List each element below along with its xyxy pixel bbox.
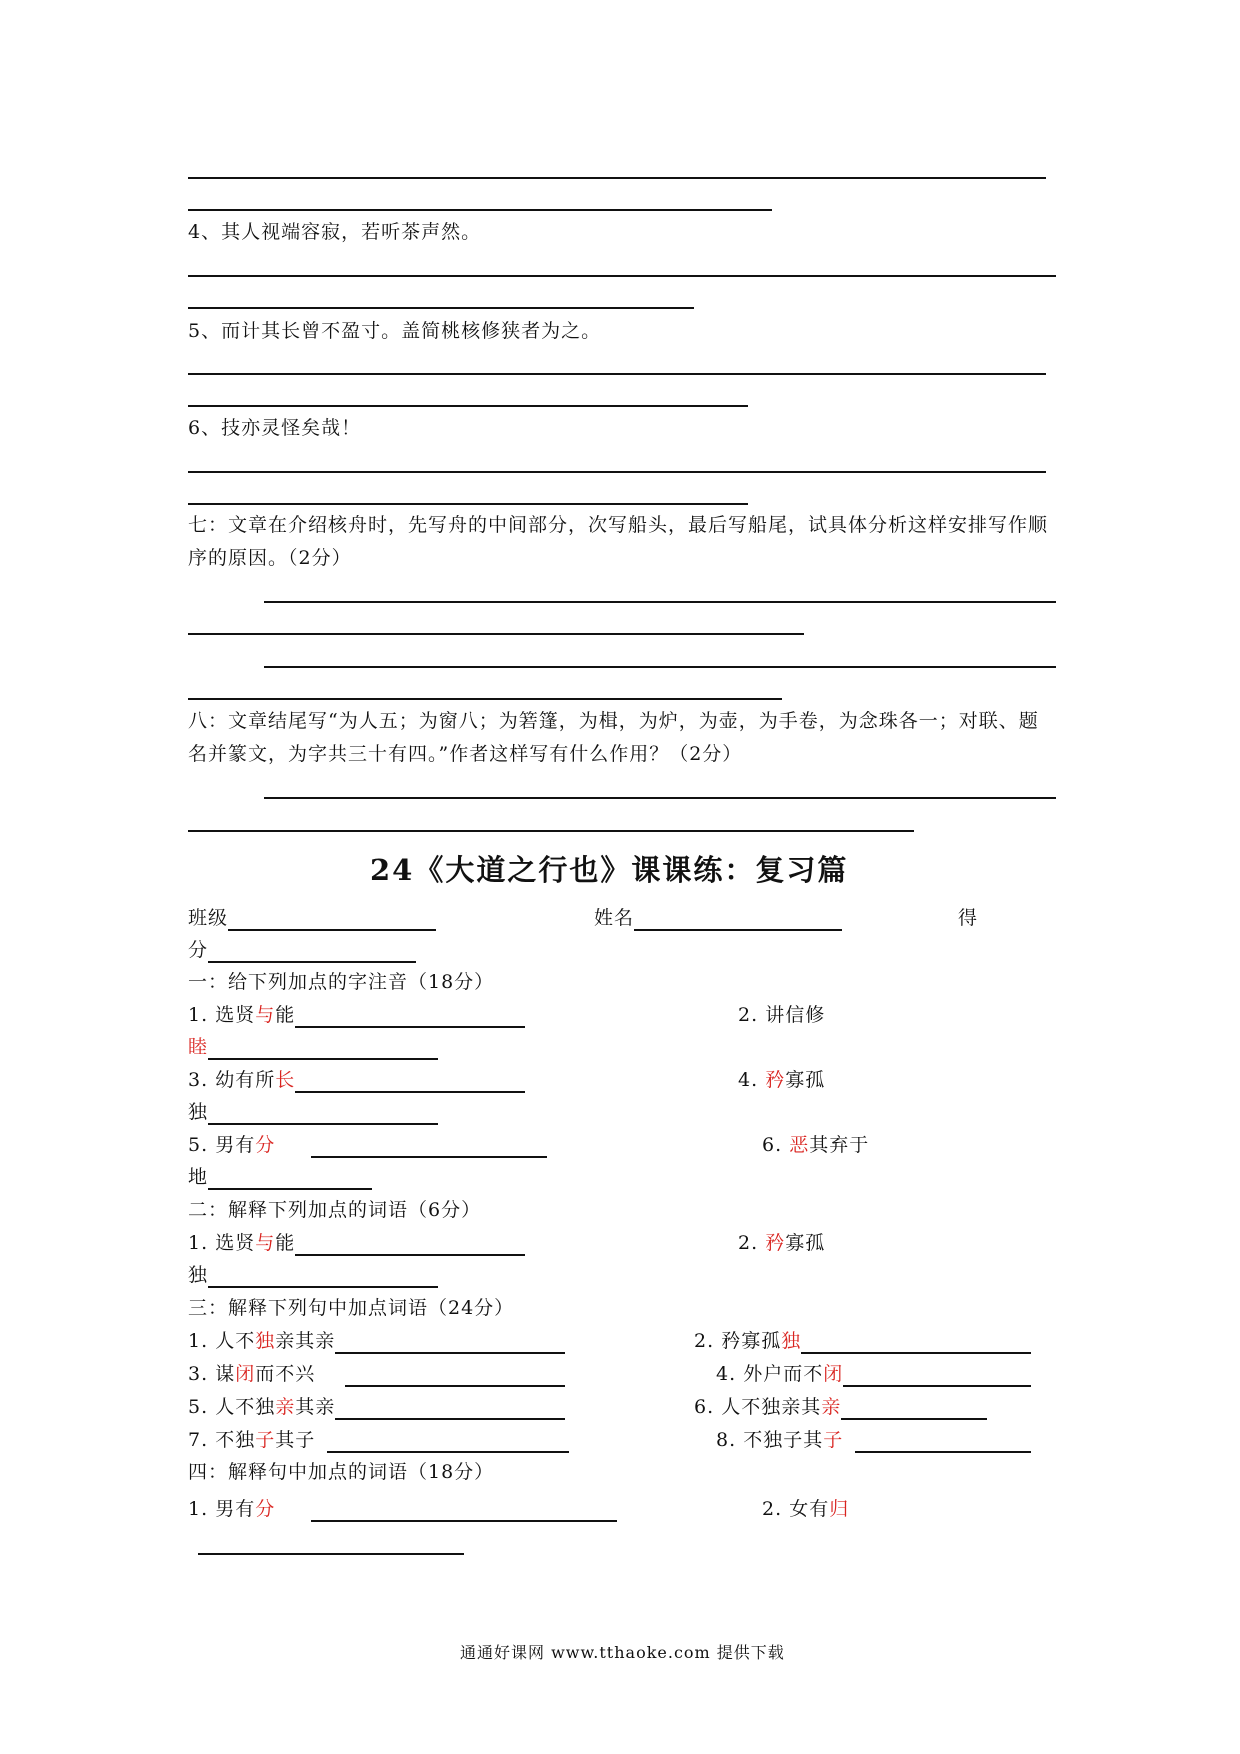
answer-line — [188, 307, 694, 309]
answer-line — [198, 1553, 464, 1555]
class-field[interactable] — [228, 907, 436, 931]
s3-item-4: 4. 外户而不闭 — [716, 1361, 1031, 1387]
answer-line — [188, 503, 748, 505]
answer-field[interactable] — [208, 1101, 438, 1125]
name-label: 姓名 — [594, 905, 842, 931]
answer-field[interactable] — [311, 1498, 617, 1522]
answer-line — [264, 797, 1056, 799]
section2-heading: 二：解释下列加点的词语（6分） — [188, 1199, 482, 1221]
section3-heading: 三：解释下列句中加点词语（24分） — [188, 1297, 515, 1319]
s1-item-5: 5. 男有分 — [188, 1132, 547, 1158]
answer-field[interactable] — [208, 1166, 372, 1190]
s3-item-5: 5. 人不独亲其亲 — [188, 1394, 565, 1420]
answer-field[interactable] — [345, 1363, 565, 1387]
answer-line — [188, 177, 1046, 179]
s3-item-3: 3. 谋闭而不兴 — [188, 1361, 565, 1387]
answer-line — [264, 666, 1056, 668]
worksheet-title: 24《大道之行也》课课练：复习篇 — [370, 853, 849, 887]
answer-line — [188, 698, 782, 700]
answer-field[interactable] — [208, 1036, 438, 1060]
s2-item-2-wrap: 独 — [188, 1262, 438, 1288]
s1-item-3: 3. 幼有所长 — [188, 1067, 525, 1093]
s4-item-2: 2. 女有归 — [762, 1498, 850, 1520]
answer-field[interactable] — [801, 1330, 1031, 1354]
s3-item-7: 7. 不独子其子 — [188, 1427, 569, 1453]
score-field[interactable] — [208, 939, 416, 963]
s2-item-1: 1. 选贤与能 — [188, 1230, 525, 1256]
answer-line — [188, 275, 1056, 277]
s4-item-1: 1. 男有分 — [188, 1496, 617, 1522]
answer-line — [188, 209, 772, 211]
answer-line — [188, 471, 1046, 473]
answer-field[interactable] — [311, 1134, 547, 1158]
answer-field[interactable] — [208, 1264, 438, 1288]
answer-field[interactable] — [855, 1429, 1031, 1453]
s3-item-1: 1. 人不独亲其亲 — [188, 1328, 565, 1354]
question-8: 八：文章结尾写“为人五；为窗八；为箬篷，为楫，为炉，为壶，为手卷，为念珠各一；对联、题名并篆文，为字共三十有四。”作者这样写有什么作用？（2分） — [188, 710, 1039, 765]
answer-line — [264, 601, 1056, 603]
answer-field[interactable] — [843, 1363, 1031, 1387]
name-field[interactable] — [634, 907, 842, 931]
answer-field[interactable] — [295, 1232, 525, 1256]
answer-line — [188, 633, 804, 635]
answer-field[interactable] — [335, 1396, 565, 1420]
section4-heading: 四：解释句中加点的词语（18分） — [188, 1461, 495, 1483]
answer-field[interactable] — [841, 1396, 987, 1420]
answer-line — [188, 830, 914, 832]
answer-field[interactable] — [335, 1330, 565, 1354]
question-5: 5、而计其长曾不盈寸。盖简桃核修狭者为之。 — [188, 320, 602, 342]
answer-field[interactable] — [327, 1429, 569, 1453]
s1-item-2: 2. 讲信修 — [738, 1004, 826, 1026]
question-4: 4、其人视端容寂，若听茶声然。 — [188, 221, 482, 243]
score-label-part2: 分 — [188, 937, 416, 963]
s1-item-4-wrap: 独 — [188, 1099, 438, 1125]
answer-line — [188, 405, 748, 407]
footer-credit: 通通好课网 www.tthaoke.com 提供下载 — [460, 1643, 785, 1662]
s1-item-6: 6. 恶其弃于 — [762, 1134, 870, 1156]
answer-field[interactable] — [295, 1069, 525, 1093]
s2-item-2: 2. 矜寡孤 — [738, 1232, 826, 1254]
score-label-part1: 得 — [958, 907, 979, 929]
s1-item-4: 4. 矜寡孤 — [738, 1069, 826, 1091]
s1-item-2-wrap: 睦 — [188, 1034, 438, 1060]
s3-item-8: 8. 不独子其子 — [716, 1427, 1031, 1453]
answer-line — [188, 373, 1046, 375]
s3-item-6: 6. 人不独亲其亲 — [694, 1394, 987, 1420]
question-7: 七：文章在介绍核舟时，先写舟的中间部分，次写船头，最后写船尾，试具体分析这样安排写作顺序的原因。（2分） — [188, 514, 1049, 569]
class-label: 班级 — [188, 905, 436, 931]
s3-item-2: 2. 矜寡孤独 — [694, 1328, 1031, 1354]
answer-field[interactable] — [295, 1004, 525, 1028]
question-6: 6、技亦灵怪矣哉！ — [188, 417, 362, 439]
s1-item-1: 1. 选贤与能 — [188, 1002, 525, 1028]
section1-heading: 一：给下列加点的字注音（18分） — [188, 971, 495, 993]
s1-item-6-wrap: 地 — [188, 1164, 372, 1190]
